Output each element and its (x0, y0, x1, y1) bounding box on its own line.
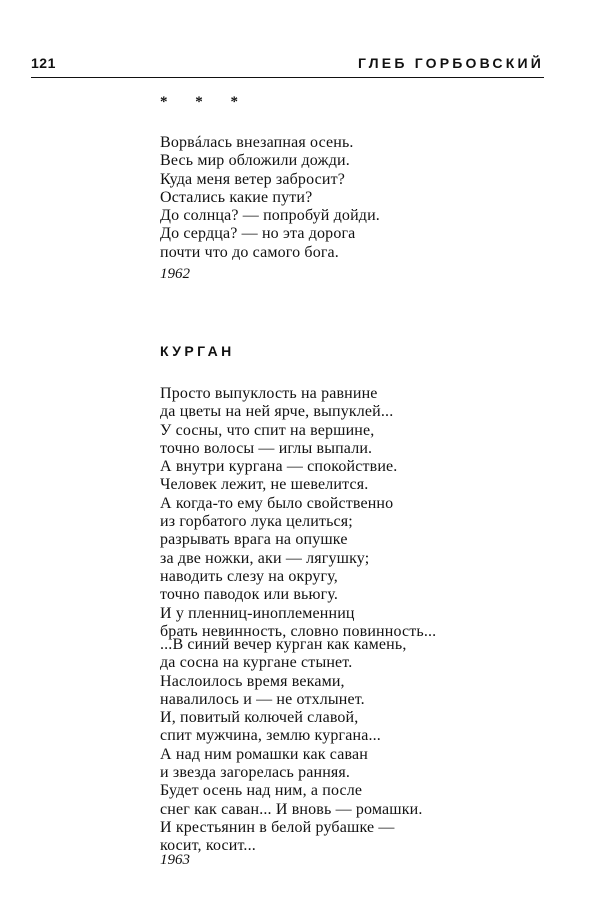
verse-line: брать невинность, словно повинность... (160, 622, 437, 640)
verse-line: До солнца? — попробуй дойди. (160, 207, 380, 225)
verse-line: Человек лежит, не шевелится. (160, 476, 369, 494)
verse-line: точно паводок или вьюгу. (160, 586, 339, 604)
verse-line: косит, косит... (160, 837, 256, 855)
poem2-title: КУРГАН (160, 343, 235, 359)
poem2-stanza2 (160, 636, 560, 856)
verse-line: ...В синий вечер курган как камень, (160, 636, 407, 653)
verse-line: за две ножки, аки — лягушку; (160, 549, 370, 567)
verse-line: да сосна на кургане стынет. (160, 654, 353, 672)
poem1-text (160, 134, 560, 262)
poem-separator-asterisks: * * * (160, 94, 250, 110)
poem2-stanza2-block (160, 636, 560, 856)
verse-line: Весь мир обложили дожди. (160, 152, 350, 170)
page-header (31, 55, 544, 79)
verse-line: Куда меня ветер забросит? (160, 170, 345, 188)
verse-line: и звезда загорелась ранняя. (160, 764, 351, 782)
page-number: 121 (31, 55, 56, 71)
verse-line: Ворвáлась внезапная осень. (160, 134, 354, 151)
verse-line: наводить слезу на округу, (160, 567, 338, 585)
verse-line: Остались какие пути? (160, 188, 313, 206)
verse-line: навалилось и — не отхлынет. (160, 690, 365, 708)
verse-line: из горбатого лука целиться; (160, 513, 353, 531)
verse-line: да цветы на ней ярче, выпуклей... (160, 403, 394, 421)
poem1-date: 1962 (160, 266, 190, 282)
header-rule (31, 77, 544, 78)
poem2-stanza1-block (160, 385, 560, 641)
verse-line: Просто выпуклость на равнине (160, 385, 378, 402)
verse-line: Будет осень над ним, а после (160, 782, 363, 800)
running-head-author: ГЛЕБ ГОРБОВСКИЙ (358, 55, 544, 71)
verse-line: И, повитый колючей славой, (160, 709, 359, 727)
verse-line: Наслоилось время веками, (160, 672, 345, 690)
verse-line: А когда-то ему было свойственно (160, 494, 394, 512)
verse-line: У сосны, что спит на вершине, (160, 421, 375, 439)
verse-line: И крестьянин в белой рубашке — (160, 818, 395, 836)
verse-line: снег как саван... И вновь — ромашки. (160, 800, 423, 818)
verse-line: разрывать врага на опушке (160, 531, 348, 549)
poem2-date: 1963 (160, 852, 190, 868)
verse-line: точно волосы — иглы выпали. (160, 439, 373, 457)
poem1-stanza (160, 134, 560, 262)
verse-line: А внутри кургана — спокойствие. (160, 458, 398, 476)
verse-line: До сердца? — но эта дорога (160, 225, 356, 243)
verse-line: спит мужчина, землю кургана... (160, 727, 381, 745)
poem2-stanza1 (160, 385, 560, 641)
verse-line: И у пленниц-иноплеменниц (160, 604, 355, 622)
verse-line: А над ним ромашки как саван (160, 745, 368, 763)
verse-line: почти что до самого бога. (160, 243, 339, 261)
